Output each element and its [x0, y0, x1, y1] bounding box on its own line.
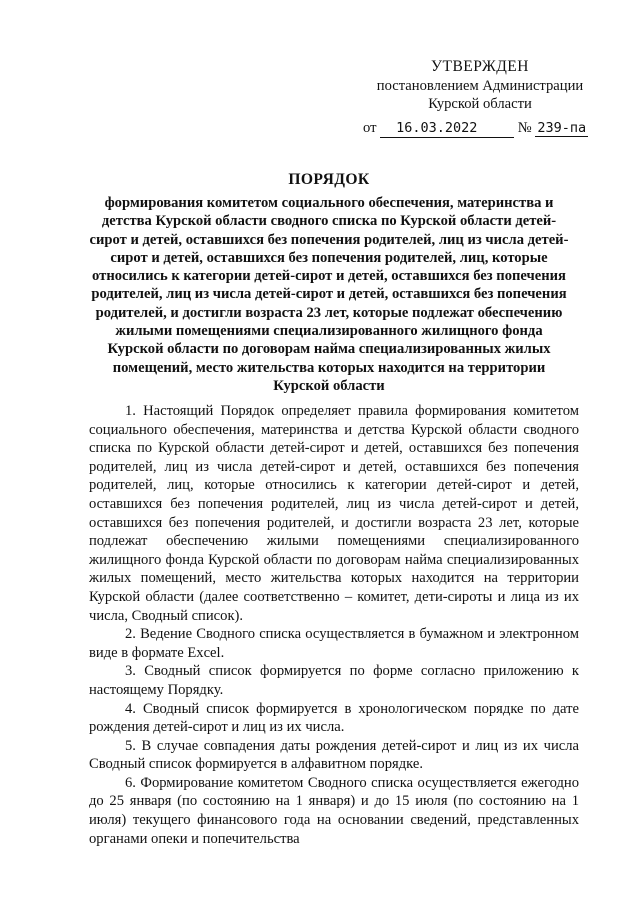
date-prefix: от [363, 120, 377, 136]
approval-issuer: постановлением Администрации [376, 78, 584, 94]
document-body [89, 402, 579, 848]
title-subtitle: формирования комитетом социального обеспечения, материнства и детства Курской области сводного списка по Курской области детей-сирот и детей, оставшихся без попечения родителей, лиц из числа детей-сирот и детей, оставшихся без попечения родителей, лиц, которые относились к категории детей-сирот и детей, оставшихся без попечения родителей, лиц из числа детей-сирот и детей, оставшихся без попечения родителей, и достигли возраста 23 лет, которые подлежат обеспечению жилыми помещениями специализированного жилищного фонда Курской области по договорам найма специализированных жилых помещений, место жительства которых находится на территории Курской области [89, 195, 569, 394]
approval-region: Курской области [428, 96, 532, 112]
approval-heading: УТВЕРЖДЕН [431, 58, 529, 75]
paragraph-5: 5. В случае совпадения даты рождения детей-сирот и лиц из их числа Сводный список формируется в алфавитном порядке. [89, 737, 579, 773]
approval-number: 239-па [537, 120, 587, 136]
paragraph-3: 3. Сводный список формируется по форме согласно приложению к настоящему Порядку. [89, 663, 579, 698]
paragraph-1: 1. Настоящий Порядок определяет правила формирования комитетом социального обеспечения, материнства и детства Курской области сводного списка по Курской области детей-сирот и детей, оставшихся без попечения родителей, лиц из числа детей-сирот и детей, оставшихся без попечения родителей, лиц, которые относились к категории детей-сирот и детей, оставшихся без попечения родителей, лиц из числа детей-сирот и детей, оставшихся без попечения родителей, и достигли возраста 23 лет, которые подлежат обеспечению жилыми помещениями специализированного жилищного фонда Курской области по договорам найма специализированных жилых помещений, место жительства которых находится на территории Курской области (далее соответственно – комитет, дети-сироты и лица из их числа, Сводный список). [89, 403, 579, 624]
approval-date: 16.03.2022 [380, 119, 514, 138]
document-title [86, 170, 572, 395]
title-main: ПОРЯДОК [288, 171, 370, 188]
paragraph-4: 4. Сводный список формируется в хронологическом порядке по дате рождения детей-сирот и лиц из их числа. [89, 700, 579, 736]
approval-date-line [363, 119, 605, 138]
paragraph-2: 2. Ведение Сводного списка осуществляется в бумажном и электронном виде в формате Excel. [89, 626, 579, 661]
paragraph-6: 6. Формирование комитетом Сводного списка осуществляется ежегодно до 25 января (по состоянию на 1 января) и до 15 июля (по состоянию на 1 июля) текущего финансового года на основании сведений, представленных органами опеки и попечительства [89, 774, 579, 847]
number-prefix: № [517, 120, 532, 136]
approval-stamp [355, 58, 605, 138]
